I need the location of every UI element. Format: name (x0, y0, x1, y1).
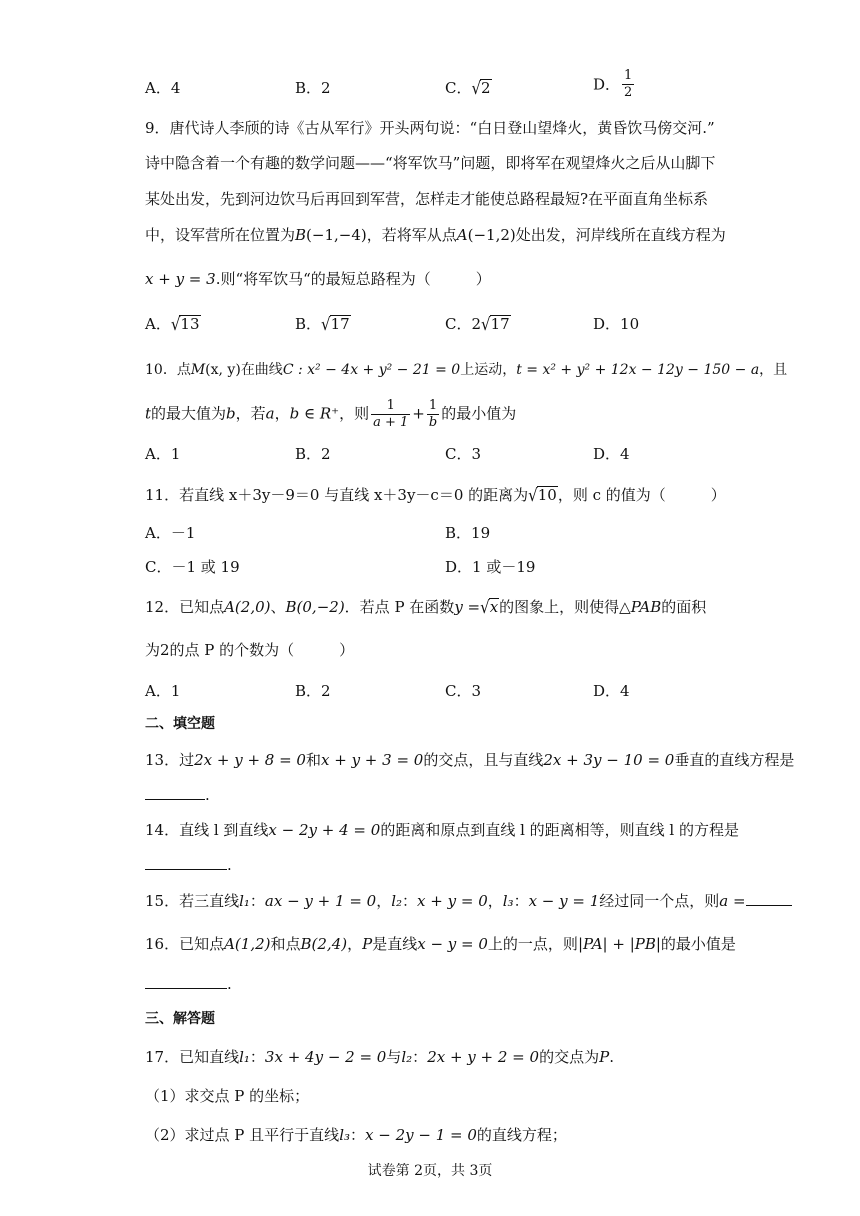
q12-option-b: B．2 (295, 682, 331, 700)
q11-option-c: C．－1 或 19 (145, 558, 240, 576)
q8-option-a: A．4 (145, 79, 181, 97)
q9-option-b: B．√17 (295, 313, 350, 335)
q9-line-4: 中，设军营所在位置为B(−1,−4)，若将军从点A(−1,2)处出发，河岸线所在直线方程为 (145, 226, 726, 244)
q10-option-d: D．4 (593, 445, 630, 463)
q8-option-c: C．√2 (445, 77, 491, 99)
q9-option-a: A．√13 (145, 313, 200, 335)
q8-option-d: D． $\frac{1}{2}$ (593, 68, 633, 100)
q10-line-1: 10．点M(x, y)在曲线C : x² − 4x + y² − 21 = 0上运动，t = x² + y² + 12x − 12y − 150 − a，且 (145, 362, 788, 378)
q14-answer-blank[interactable]: . (145, 855, 232, 875)
q13-answer-blank[interactable]: . (145, 785, 210, 805)
q13-line-1: 13．过2x + y + 8 = 0和x + y + 3 = 0的交点，且与直线2x + 3y − 10 = 0垂直的直线方程是 (145, 751, 795, 769)
q12-option-d: D．4 (593, 682, 630, 700)
q11-option-b: B．19 (445, 524, 491, 542)
q10-option-c: C．3 (445, 445, 482, 463)
q10-option-b: B．2 (295, 445, 331, 463)
q8-option-b: B．2 (295, 79, 331, 97)
q11-option-d: D．1 或－19 (445, 558, 536, 576)
q11-line-1: 11．若直线 x＋3y－9＝0 与直线 x＋3y－c＝0 的距离为√10，则 c 的值为（ ） (145, 484, 726, 506)
q9-option-d: D．10 (593, 315, 640, 333)
q11-option-a: A．－1 (145, 524, 196, 542)
q15-line-1: 15．若三直线l₁：ax − y + 1 = 0，l₂：x + y = 0，l₃：x − y = 1经过同一个点，则a = (145, 891, 792, 911)
q14-line-1: 14．直线 l 到直线x − 2y + 4 = 0的距离和原点到直线 l 的距离相等，则直线 l 的方程是 (145, 821, 739, 839)
q12-line-2: 为2的点 P 的个数为（ ） (145, 641, 355, 659)
q9-line-3: 某处出发，先到河边饮马后再回到军营，怎样走才能使总路程最短?在平面直角坐标系 (145, 190, 709, 208)
q9-line-2: 诗中隐含着一个有趣的数学问题——“将军饮马”问题，即将军在观望烽火之后从山脚下 (145, 154, 716, 172)
q9-line-5: x + y = 3.则“将军饮马“的最短总路程为（ ） (145, 270, 491, 288)
q9-option-c: C．2√17 (445, 313, 510, 335)
section-heading-solve: 三、解答题 (145, 1011, 215, 1027)
q17-part-1: （1）求交点 P 的坐标； (145, 1087, 310, 1105)
q12-option-a: A．1 (145, 682, 181, 700)
q17-line-1: 17．已知直线l₁：3x + 4y − 2 = 0与l₂：2x + y + 2 = 0的交点为P. (145, 1048, 614, 1066)
q16-line-1: 16．已知点A(1,2)和点B(2,4)，P是直线x − y = 0上的一点，则|PA| + |PB|的最小值是 (145, 935, 736, 953)
page-footer: 试卷第 2页，共 3页 (367, 1163, 493, 1179)
q16-answer-blank[interactable]: . (145, 974, 232, 994)
q9-line-1: 9．唐代诗人李颀的诗《古从军行》开头两句说：“白日登山望烽火，黄昏饮马傍交河.” (145, 119, 715, 137)
q15-answer-blank[interactable] (746, 891, 792, 906)
q17-part-2: （2）求过点 P 且平行于直线l₃：x − 2y − 1 = 0的直线方程； (145, 1126, 567, 1144)
q10-line-2: t的最大值为b，若a，b ∈ R⁺，则 $\frac{1}{a + 1}$ + $\frac{1}{b}$ 的最小值为 (145, 398, 517, 430)
section-heading-fill-in: 二、填空题 (145, 716, 215, 732)
q12-line-1: 12．已知点A(2,0)、B(0,−2)．若点 P 在函数y =√x的图象上，则使得△PAB的面积 (145, 596, 707, 618)
q12-option-c: C．3 (445, 682, 482, 700)
q10-option-a: A．1 (145, 445, 181, 463)
